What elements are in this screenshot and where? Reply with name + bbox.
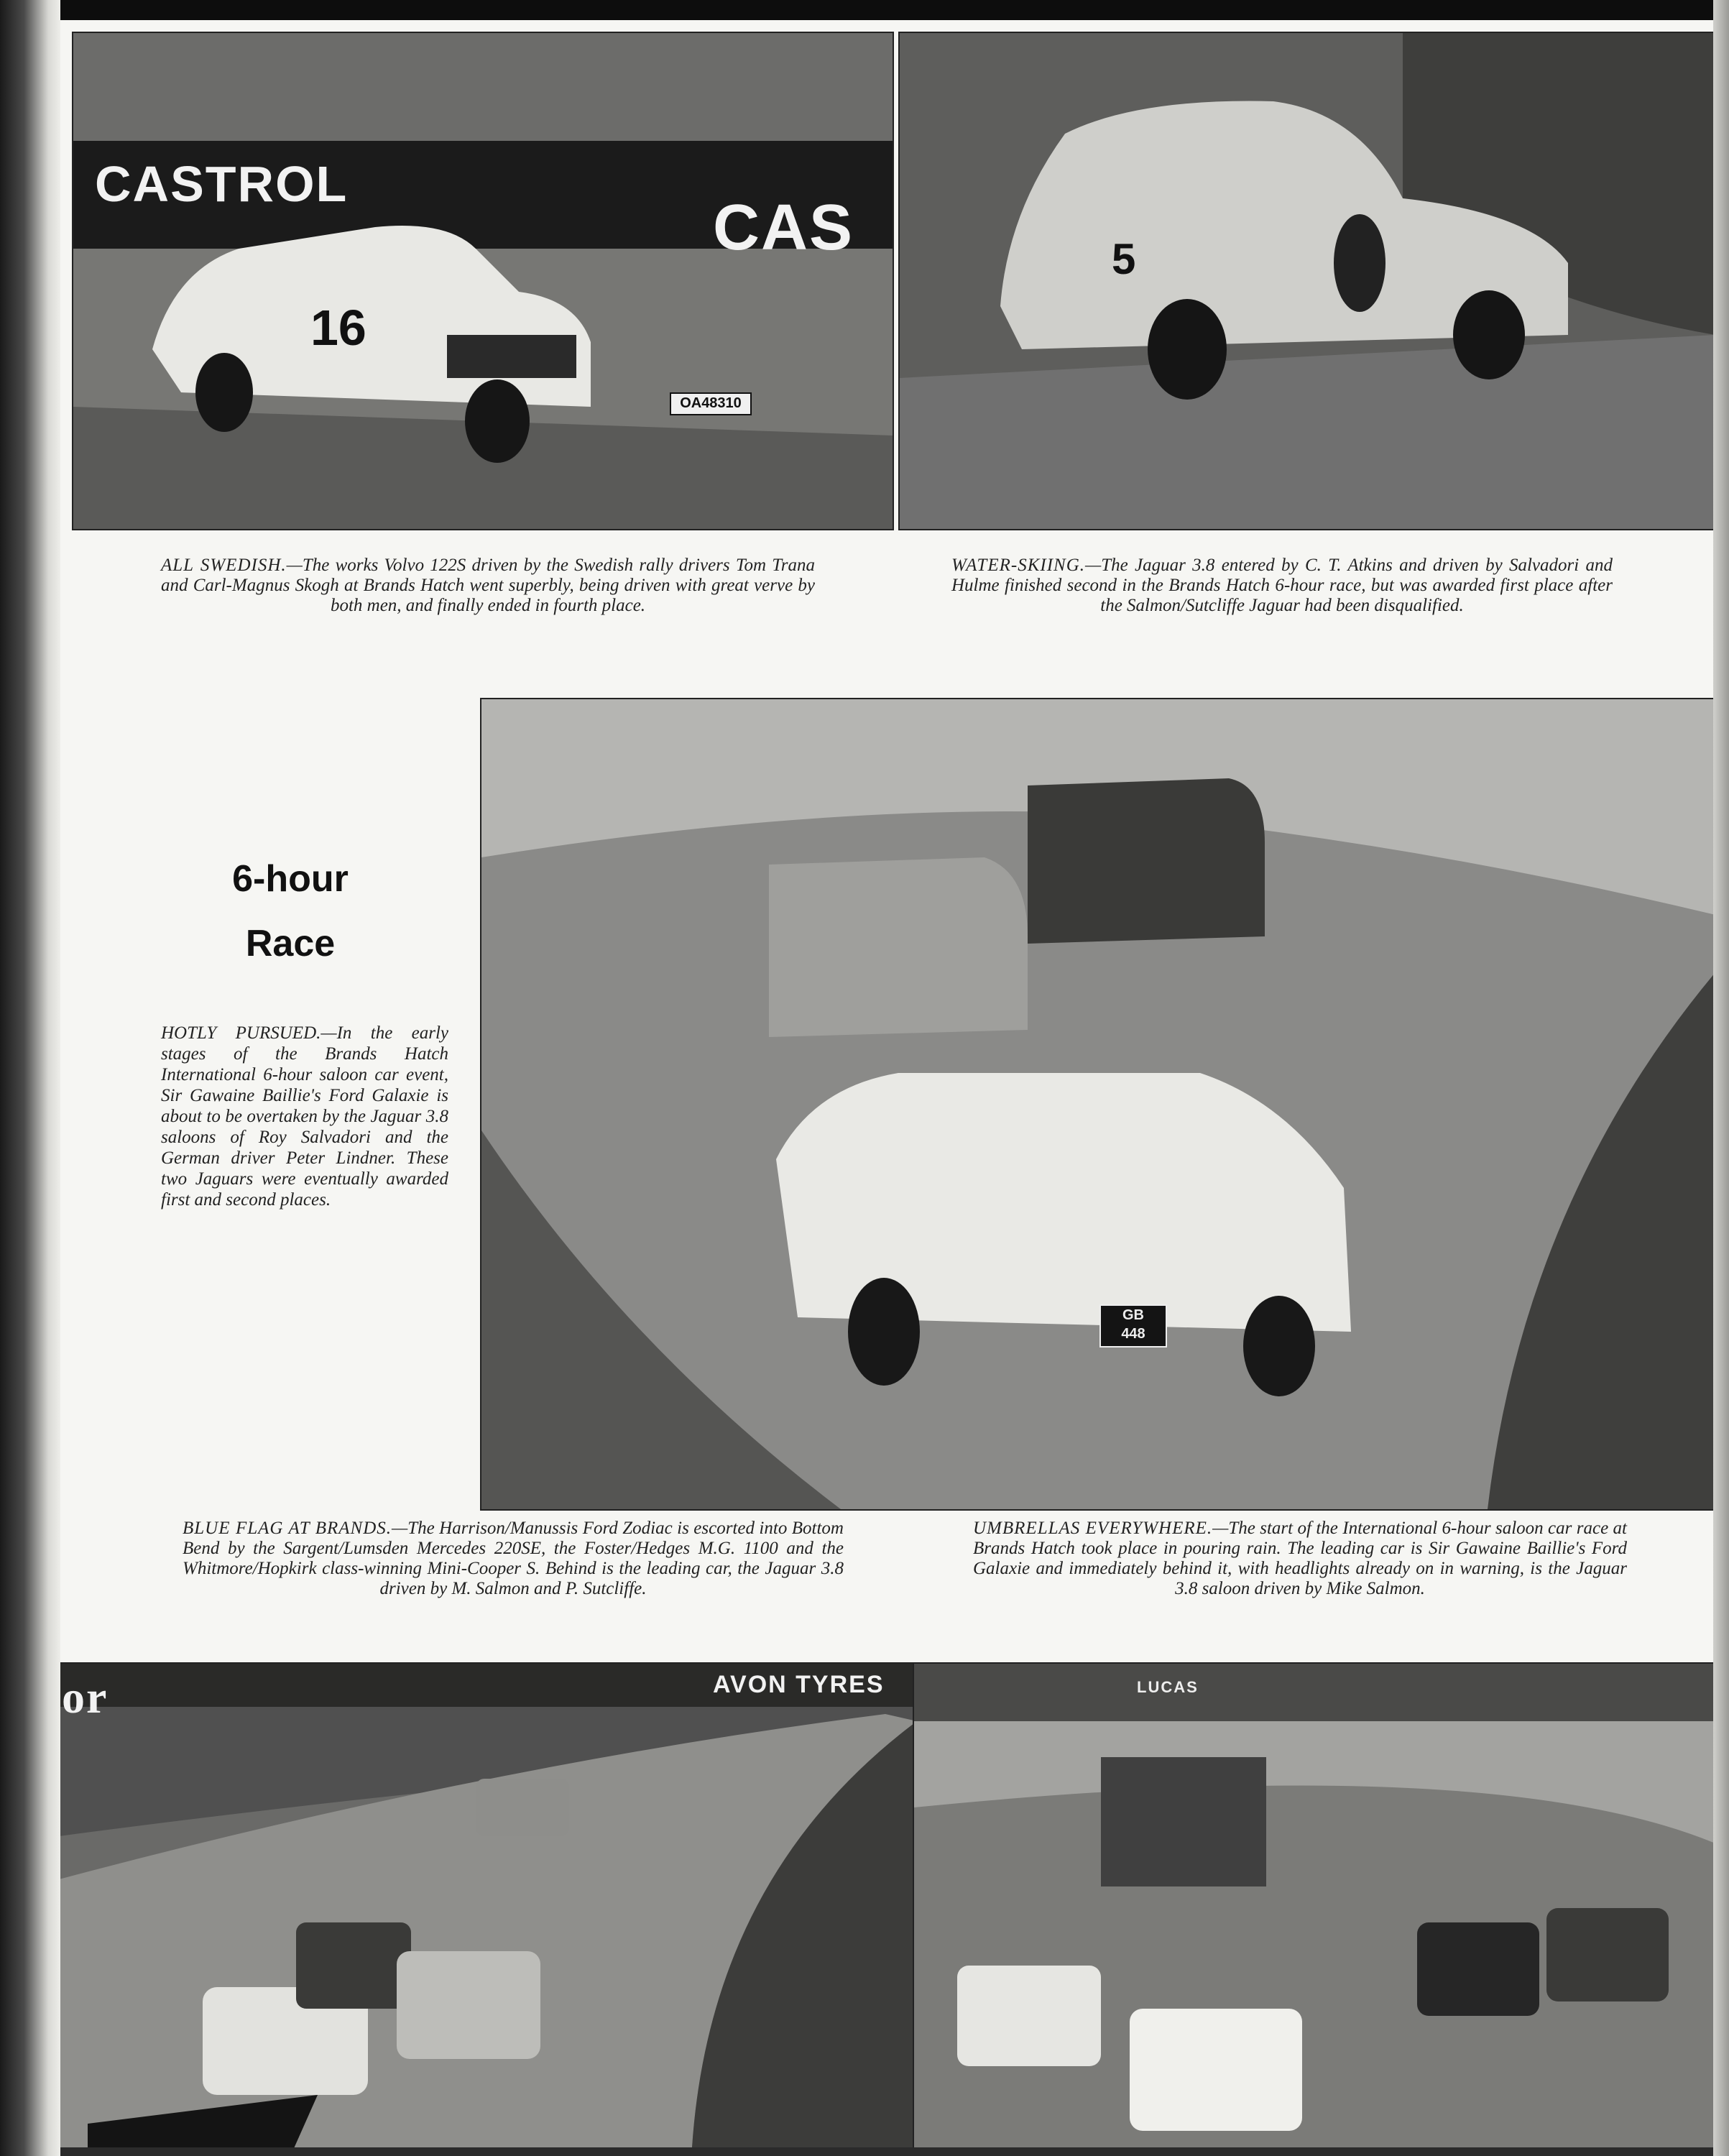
cas-sign: CAS [713,192,854,264]
caption-hotly-pursued [161,1023,448,1210]
caption-umbrellas [973,1519,1627,1599]
jaguar-photo-art [900,33,1713,529]
caption-umbrellas-lead: UMBRELLAS EVERYWHERE. [973,1519,1213,1538]
top-edge [0,0,1729,20]
page-edge [1713,0,1729,2156]
galaxie-plate-line-1: GB [1122,1307,1144,1323]
avon-tyres-sign: AVON TYRES [713,1671,885,1698]
photo-hotly-pursued [480,698,1713,1511]
book-spine [0,0,60,2156]
photo-jaguar-water-skiing [898,32,1713,530]
start-photo-art [914,1664,1713,2147]
caption-blue-flag-text: —The Harrison/Manussis Ford Zodiac is escorted into Bottom Bend by the Sargent/Lumsden Mercedes 220SE, the Foster/Hedges M.G. 1100 and the Whitmore/Hopkirk class-winning Mini-Cooper S. Behind is the leading car, the Jaguar 3.8 driven by M. Salmon and P. Sutcliffe. [183,1519,844,1598]
or-sign-fragment: or [62,1672,109,1723]
volvo-race-number: 16 [310,300,366,356]
bottom-bend-photo-art [60,1664,917,2147]
photo-volvo [72,32,894,530]
lucas-sign: LUCAS [1137,1678,1199,1696]
caption-all-swedish-text: —The works Volvo 122S driven by the Swedish rally drivers Tom Trana and Carl-Magnus Skogh at Brands Hatch went superbly, being driven with great verve by both men, and finally ended in fourth place. [161,556,815,615]
castrol-sign: CASTROL [95,156,349,212]
caption-blue-flag [183,1519,844,1599]
caption-all-swedish [161,556,815,616]
volvo-photo-art [73,33,893,529]
caption-umbrellas-text: —The start of the International 6-hour saloon car race at Brands Hatch took place in pouring rain. The leading car is Sir Gawaine Baillie's Ford Galaxie and immediately behind it, with headlights already on in warning, is the Jaguar 3.8 saloon driven by Mike Salmon. [973,1519,1628,1598]
galaxie-number-plate [1099,1304,1167,1348]
caption-water-skiing-text: —The Jaguar 3.8 entered by C. T. Atkins and driven by Salvadori and Hulme finished second in the Brands Hatch 6-hour race, but was awarded first place after the Salmon/Sutcliffe Jaguar had been disqualified. [951,556,1613,615]
caption-hotly-pursued-text: —In the early stages of the Brands Hatch International 6-hour saloon car event, Sir Gawaine Baillie's Ford Galaxie is about to be overtaken by the Jaguar 3.8 saloons of Roy Salvadori and the German driver Peter Lindner. These two Jaguars were eventually awarded first and second places. [161,1023,448,1210]
galaxie-photo-art [481,699,1713,1509]
caption-blue-flag-lead: BLUE FLAG AT BRANDS. [183,1519,392,1538]
headline-line-2: Race [245,923,336,964]
galaxie-plate-line-2: 448 [1121,1326,1145,1342]
caption-water-skiing-lead: WATER-SKIING. [951,556,1085,575]
jaguar-race-number: 5 [1112,235,1136,283]
section-headline [161,847,420,976]
caption-all-swedish-lead: ALL SWEDISH. [161,556,287,575]
magazine-page [60,20,1713,2147]
caption-water-skiing [951,556,1613,616]
caption-hotly-pursued-lead: HOTLY PURSUED. [161,1023,321,1043]
headline-line-1: 6-hour [232,858,349,900]
photo-blue-flag [60,1662,918,2147]
volvo-number-plate: OA48310 [670,392,752,415]
photo-umbrellas-everywhere [913,1662,1713,2147]
